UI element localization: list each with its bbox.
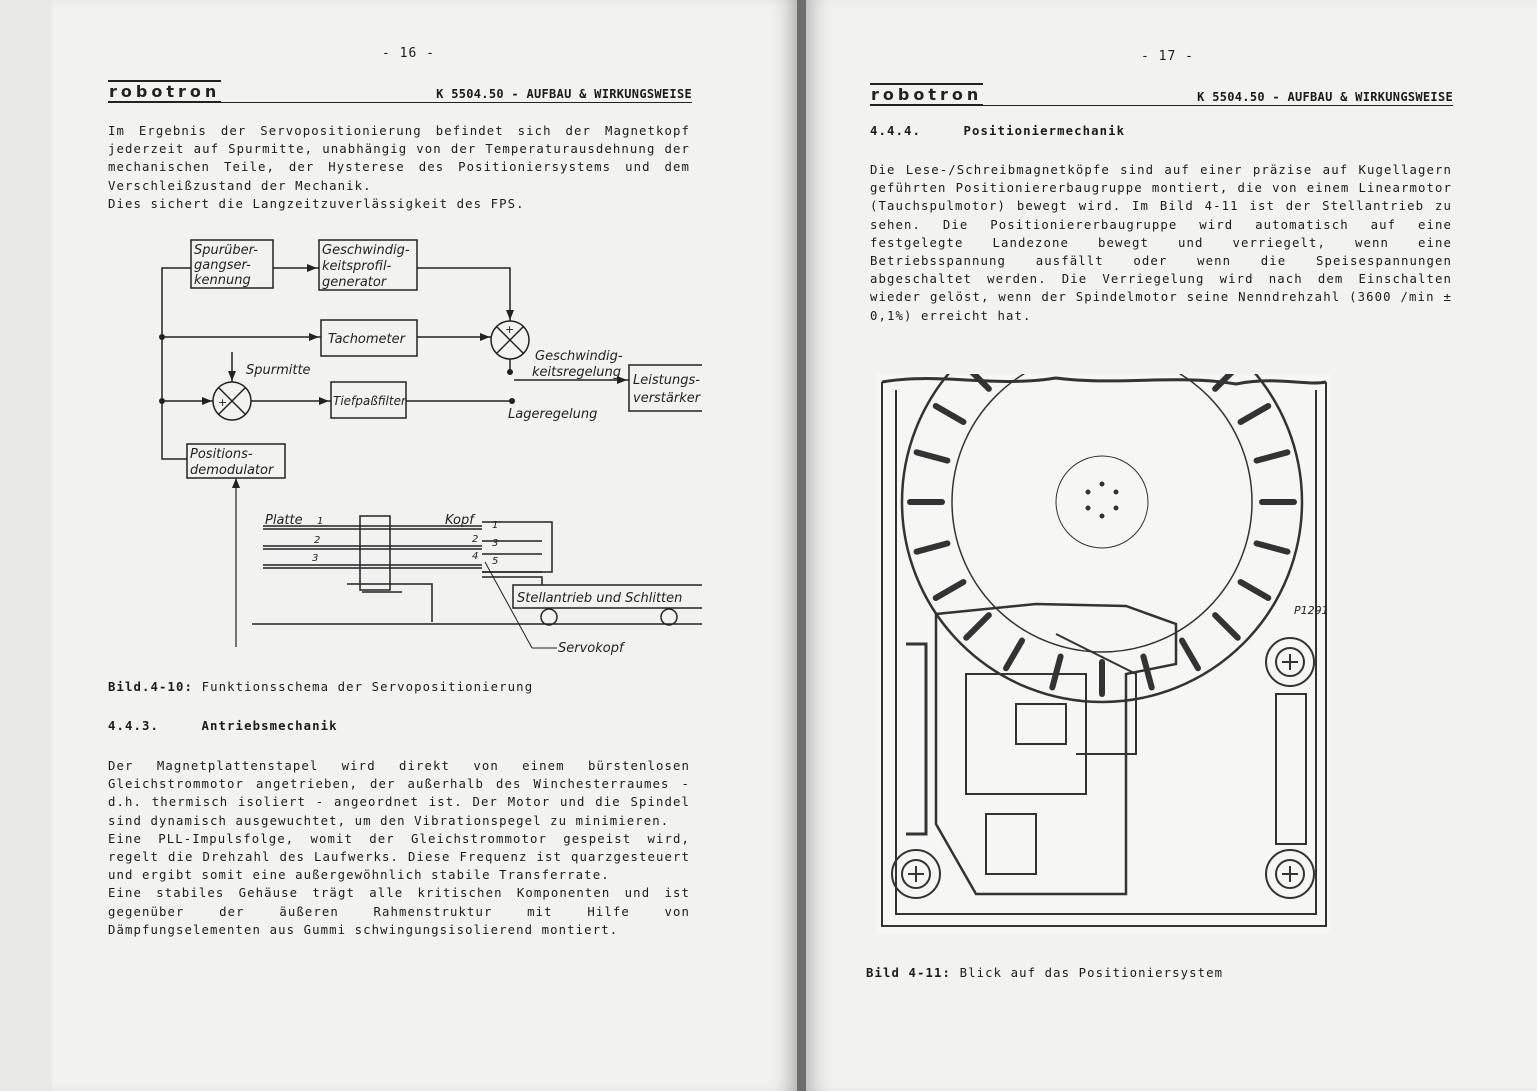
diagram-label: 2 — [472, 534, 479, 545]
diagram-label: Positions- — [190, 447, 253, 462]
paragraph: Eine stabiles Gehäuse trägt alle kritischen Komponenten und ist gegenüber der äußeren Rahmenstruktur mit Hilfe von Dämpfungselementen aus Gummi schwingungsisolierend montiert. — [108, 886, 690, 937]
section-number: 4.4.4. — [870, 124, 922, 138]
servo-diagram — [102, 232, 702, 662]
diagram-label: 3 — [312, 553, 319, 564]
diagram-label: + — [505, 323, 515, 336]
diagram-label: kennung — [194, 273, 251, 288]
diagram-label: generator — [322, 275, 387, 290]
section-number: 4.4.3. — [108, 719, 160, 733]
photo-label: P1291 — [1294, 604, 1329, 617]
intro-text — [108, 122, 690, 213]
brand-logo: robotron — [871, 85, 983, 104]
diagram-label: demodulator — [190, 463, 274, 478]
diagram-label: Tiefpaßfilter — [333, 394, 406, 408]
diagram-label: 1 — [317, 516, 324, 527]
diagram-label: Kopf — [445, 513, 474, 528]
paragraph: Die Lese-/Schreibmagnetköpfe sind auf einer präzise auf Kugellagern geführten Positioniererbaugruppe montiert, die von einem Linearmotor (Tauchspulmotor) bewegt wird. Im Bild 4-11 ist der Stellantrieb zu sehen. Die Positioniererbaugruppe wird automatisch auf eine festgelegte Landezone bewegt und verriegelt, wenn eine Betriebsspannung ausfällt oder wenn die Speisespannungen abgeschaltet werden. Die Verriegelung wird nach dem Einschalten wieder gelöst, wenn der Spindelmotor seine Nenndrehzahl (3600 /min ± 0,1%) erreicht hat. — [870, 163, 1452, 323]
diagram-label: gangser- — [194, 258, 251, 273]
figure-caption — [108, 680, 533, 694]
page-16 — [52, 0, 797, 1091]
intro-paragraph: Im Ergebnis der Servopositionierung befindet sich der Magnetkopf jederzeit auf Spurmitte, unabhängig von der Temperaturausdehnung der mechanischen Teile, der Hysterese des Positioniersystems und dem Verschleißzustand der Mechanik. — [108, 124, 690, 193]
page-number: - 16 - — [382, 46, 435, 61]
caption-label: Bild.4-10: — [108, 680, 194, 694]
diagram-label: verstärker — [633, 391, 701, 406]
diagram-label: 2 — [314, 535, 321, 546]
caption-text: Blick auf das Positioniersystem — [959, 966, 1224, 980]
paragraph: Eine PLL-Impulsfolge, womit der Gleichstrommotor gespeist wird, regelt die Drehzahl des Laufwerks. Diese Frequenz ist quarzgesteuert und ergibt somit eine außergewöhnlich stabile Transferrate. — [108, 831, 690, 883]
diagram-label: + — [218, 396, 228, 409]
diagram-label: Geschwindig- — [535, 349, 623, 364]
diagram-label: Lageregelung — [508, 407, 598, 422]
diagram-label: Platte — [265, 513, 303, 528]
positioning-system-photo — [876, 374, 1330, 934]
diagram-label: 1 — [492, 520, 499, 531]
diagram-label: keitsprofil- — [322, 259, 392, 274]
diagram-label: keitsregelung — [532, 365, 621, 380]
diagram-label: Spurüber- — [194, 243, 258, 258]
section-heading — [870, 124, 1125, 138]
diagram-label: Tachometer — [328, 332, 405, 347]
figure-caption — [866, 966, 1223, 980]
section-title: Positioniermechanik — [963, 124, 1126, 138]
header-model: K 5504.50 - AUFBAU & WIRKUNGSWEISE — [1197, 90, 1453, 104]
diagram-label: 5 — [492, 556, 499, 567]
header-model: K 5504.50 - AUFBAU & WIRKUNGSWEISE — [436, 87, 692, 101]
diagram-label: 4 — [472, 551, 479, 562]
page-header — [108, 84, 692, 103]
paragraph: Der Magnetplattenstapel wird direkt von einem bürstenlosen Gleichstrommotor angetrieben, der außerhalb des Winchesterraumes - d.h. thermisch isoliert - angeordnet ist. Der Motor und die Spindel sind dynamisch ausgewuchtet, um den Vibrationspegel zu minimieren. — [108, 759, 690, 828]
page-17 — [806, 0, 1537, 1091]
diagram-label: Leistungs- — [633, 373, 700, 388]
caption-label: Bild 4-11: — [866, 966, 952, 980]
scan-margin — [0, 0, 52, 1091]
caption-text: Funktionsschema der Servopositionierung — [201, 680, 534, 694]
page-number: - 17 - — [1141, 49, 1194, 64]
section-title: Antriebsmechanik — [201, 719, 338, 733]
page-header — [870, 87, 1453, 106]
intro-line: Dies sichert die Langzeitzuverlässigkeit des FPS. — [108, 196, 525, 211]
brand-logo: robotron — [109, 82, 221, 101]
diagram-label: Geschwindig- — [322, 243, 410, 258]
body-text — [108, 757, 690, 939]
diagram-label: 3 — [492, 538, 499, 549]
diagram-label: Spurmitte — [246, 363, 311, 378]
diagram-label: Servokopf — [558, 641, 624, 656]
body-text — [870, 161, 1452, 325]
section-heading — [108, 719, 338, 733]
book-gutter — [797, 0, 806, 1091]
diagram-label: Stellantrieb und Schlitten — [517, 591, 683, 606]
